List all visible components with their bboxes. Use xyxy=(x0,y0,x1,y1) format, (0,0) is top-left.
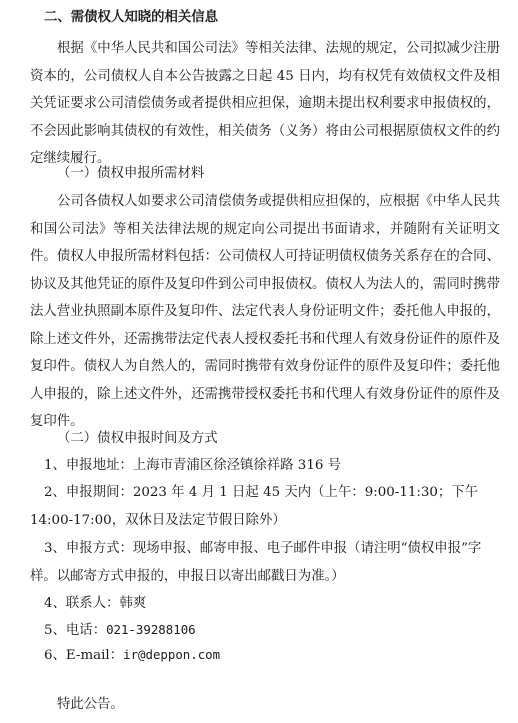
item-email xyxy=(44,645,220,666)
item-period: 2、申报期间：2023 年 4 月 1 日起 45 天内（上午：9:00-11:30；下午 14:00-17:00，双休日及法定节假日除外） xyxy=(30,485,479,528)
item-phone xyxy=(44,620,196,641)
phone-value: 021-39288106 xyxy=(106,622,196,637)
closing-statement: 特此公告。 xyxy=(57,697,124,712)
section-heading: 二、需债权人知晓的相关信息 xyxy=(44,10,219,25)
paragraph-required-materials: 公司各债权人如要求公司清偿债务或提供相应担保的，应根据《中华人民共和国公司法》等相关法律法规的规定向公司提出书面请求，并随附有关证明文件。债权人申报所需材料包括：公司债权人可持证明债权债务关系存在的合同、协议及其他凭证的原件及复印件到公司申报债权。债权人为法人的，需同时携带法人营业执照副本原件及复印件、法定代表人身份证明文件；委托他人申报的，除上述文件外，还需携带法定代表人授权委托书和代理人有效身份证件的原件及复印件。债权人为自然人的，需同时携带有效身份证件的原件及复印件；委托他人申报的，除上述文件外，还需携带授权委托书和代理人有效身份证件的原件及复印件。 xyxy=(30,194,500,429)
paragraph-notice-terms: 根据《中华人民共和国公司法》等相关法律、法规的规定，公司拟减少注册资本的，公司债权人自本公告披露之日起 45 日内，均有权凭有效债权文件及相关凭证要求公司清偿债务或者提供相应担保，逾期未提出权利要求申报债权的，不会因此影响其债权的有效性，相关债务（义务）将由公司根据原债权文件的约定继续履行。 xyxy=(30,41,500,166)
item-address: 1、申报地址：上海市青浦区徐泾镇徐祥路 316 号 xyxy=(44,458,342,473)
item-method: 3、申报方式：现场申报、邮寄申报、电子邮件申报（请注明“债权申报”字样。以邮寄方式申报的，申报日以寄出邮戳日为准。） xyxy=(30,541,482,584)
subheading-required-materials: （一）债权申报所需材料 xyxy=(57,166,205,181)
phone-label: 5、电话： xyxy=(44,623,107,638)
subheading-time-and-method: （二）债权申报时间及方式 xyxy=(57,431,218,446)
email-value: ir@deppon.com xyxy=(123,647,221,662)
item-contact: 4、联系人：韩爽 xyxy=(44,596,147,611)
email-label: 6、E-mail： xyxy=(44,648,124,663)
